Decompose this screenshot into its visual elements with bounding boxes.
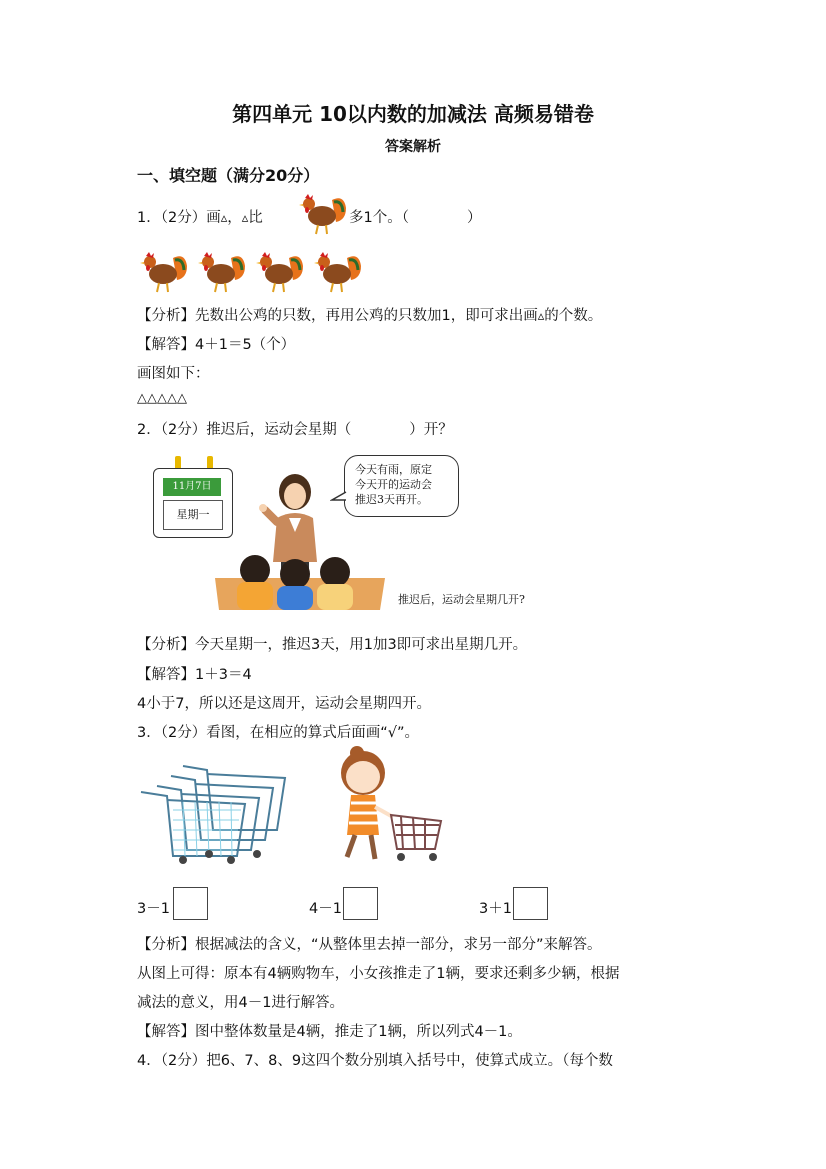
answer-box[interactable] [513, 887, 548, 920]
q1-suffix: 多1个。（ ） [349, 210, 482, 226]
q1-triangles: △△△△△ [137, 391, 187, 406]
q1-analysis [137, 304, 602, 325]
answer-box[interactable] [343, 887, 378, 920]
q3-answer: 【解答】图中整体数量是4辆，推走了1辆，所以列式4－1。 [137, 1024, 522, 1040]
rooster-row [137, 248, 363, 300]
speech-line: 推迟3天再开。 [355, 493, 428, 506]
q3-analysis: 【分析】根据减法的含义，“从整体里去掉一部分，求另一部分”来解答。 [137, 937, 602, 953]
rooster-icon [253, 248, 305, 296]
speech-tail-icon [330, 490, 348, 504]
calendar-day: 星期一 [163, 500, 223, 530]
shopping-carts-illustration [137, 760, 287, 865]
q2-caption: 推迟后，运动会星期几开? [398, 593, 525, 606]
girl-with-cart-illustration [335, 745, 445, 870]
triangle-icon: ▵ [220, 211, 228, 226]
question-3: 3．（2分）看图，在相应的算式后面画“√”。 [137, 725, 419, 741]
q1-analysis-end: 的个数。 [544, 308, 603, 324]
q1-analysis-text: 【分析】先数出公鸡的只数，再用公鸡的只数加1，即可求出画 [137, 308, 538, 324]
speech-line: 今天有雨，原定 [355, 463, 432, 476]
q2-answer: 【解答】1＋3＝4 [137, 667, 252, 683]
rooster-icon [311, 248, 363, 296]
q3-option-1: 3－1 [137, 901, 170, 917]
q2-analysis: 【分析】今天星期一，推迟3天，用1加3即可求出星期几开。 [137, 637, 528, 653]
triangle-icon: ▵ [537, 309, 545, 324]
rooster-icon [195, 248, 247, 296]
question-1 [137, 206, 263, 227]
page-subtitle: 答案解析 [385, 139, 441, 155]
question-2: 2．（2分）推迟后，运动会星期（ ）开？ [137, 422, 453, 438]
q3-analysis-line3: 减法的意义，用4－1进行解答。 [137, 995, 344, 1011]
q2-conclusion: 4小于7，所以还是这周开，运动会星期四开。 [137, 696, 431, 712]
q1-mid: ， [227, 210, 242, 226]
page-title: 第四单元 10以内数的加减法 高频易错卷 [232, 102, 594, 126]
q1-prefix: 1．（2分）画 [137, 210, 221, 226]
q3-analysis-line2: 从图上可得：原本有4辆购物车，小女孩推走了1辆，要求还剩多少辆，根据 [137, 966, 620, 982]
question-4: 4．（2分）把6、7、8、9这四个数分别填入括号中，使算式成立。（每个数 [137, 1053, 613, 1069]
rooster-icon [296, 190, 348, 238]
answer-box[interactable] [173, 887, 208, 920]
calendar-date: 11月7日 [163, 478, 221, 496]
q1-answer: 【解答】4＋1＝5（个） [137, 337, 296, 353]
speech-bubble [344, 455, 459, 517]
q3-option-3: 3＋1 [479, 901, 512, 917]
q1-draw-label: 画图如下： [137, 366, 210, 382]
q1-bi: 比 [248, 210, 263, 226]
section-heading: 一、填空题（满分20分） [137, 166, 320, 185]
q3-option-2: 4－1 [309, 901, 342, 917]
speech-line: 今天开的运动会 [355, 478, 432, 491]
rooster-icon [137, 248, 189, 296]
triangle-icon: ▵ [241, 211, 249, 226]
